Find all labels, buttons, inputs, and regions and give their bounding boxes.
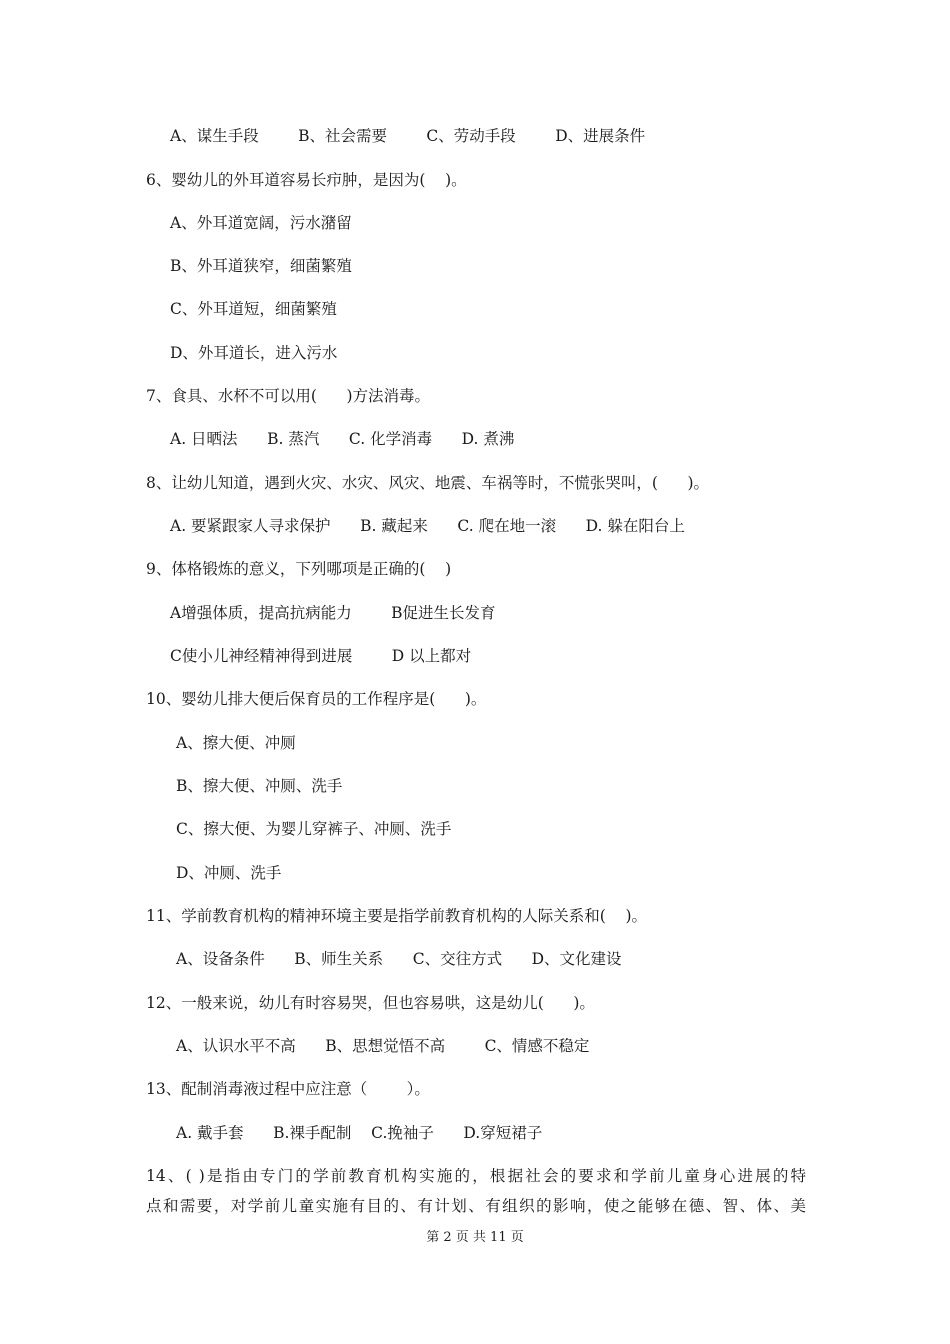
q6-option-b: B、外耳道狭窄，细菌繁殖 [170, 257, 352, 275]
q10-option-d: D、冲厕、洗手 [176, 864, 282, 882]
q6-stem: 6、婴幼儿的外耳道容易长疖肿，是因为( )。 [146, 171, 467, 189]
q11-options: A、设备条件 B、师生关系 C、交往方式 D、文化建设 [176, 950, 622, 968]
q6-option-a: A、外耳道宽阔，污水潴留 [170, 214, 352, 232]
q12-options: A、认识水平不高 B、思想觉悟不高 C、情感不稳定 [176, 1037, 590, 1055]
q9-stem: 9、体格锻炼的意义，下列哪项是正确的( ) [146, 560, 452, 578]
q9-options-cd: C使小儿神经精神得到进展 D 以上都对 [170, 647, 472, 665]
q6-option-d: D、外耳道长，进入污水 [170, 344, 338, 362]
q11-stem: 11、学前教育机构的精神环境主要是指学前教育机构的人际关系和( )。 [146, 907, 648, 925]
q12-stem: 12、一般来说，幼儿有时容易哭，但也容易哄，这是幼儿( )。 [146, 994, 595, 1012]
q7-stem: 7、食具、水杯不可以用( )方法消毒。 [146, 387, 431, 405]
q9-options-ab: A增强体质，提高抗病能力 B促进生长发育 [170, 604, 496, 622]
q10-option-a: A、擦大便、冲厕 [176, 734, 296, 752]
q8-options: A. 要紧跟家人寻求保护 B. 藏起来 C. 爬在地一滚 D. 躲在阳台上 [170, 517, 685, 535]
q13-options: A. 戴手套 B.裸手配制 C.挽袖子 D.穿短裙子 [176, 1124, 543, 1142]
q7-options: A. 日晒法 B. 蒸汽 C. 化学消毒 D. 煮沸 [170, 430, 515, 448]
page-footer: 第 2 页 共 11 页 [426, 1230, 524, 1245]
q5-options: A、谋生手段 B、社会需要 C、劳动手段 D、进展条件 [170, 127, 646, 145]
q6-option-c: C、外耳道短，细菌繁殖 [170, 300, 337, 318]
q10-stem: 10、婴幼儿排大便后保育员的工作程序是( )。 [146, 690, 487, 708]
q13-stem: 13、配制消毒液过程中应注意（ ）。 [146, 1080, 430, 1098]
q8-stem: 8、让幼儿知道，遇到火灾、水灾、风灾、地震、车祸等时，不慌张哭叫，( )。 [146, 474, 710, 492]
q14-line-2: 点和需要，对学前儿童实施有目的、有计划、有组织的影响，使之能够在德、智、体、美 [146, 1197, 806, 1215]
q14-line-1: 14、( )是指由专门的学前教育机构实施的，根据社会的要求和学前儿童身心进展的特 [146, 1167, 806, 1185]
q10-option-b: B、擦大便、冲厕、洗手 [176, 777, 343, 795]
q10-option-c: C、擦大便、为婴儿穿裤子、冲厕、洗手 [176, 820, 452, 838]
